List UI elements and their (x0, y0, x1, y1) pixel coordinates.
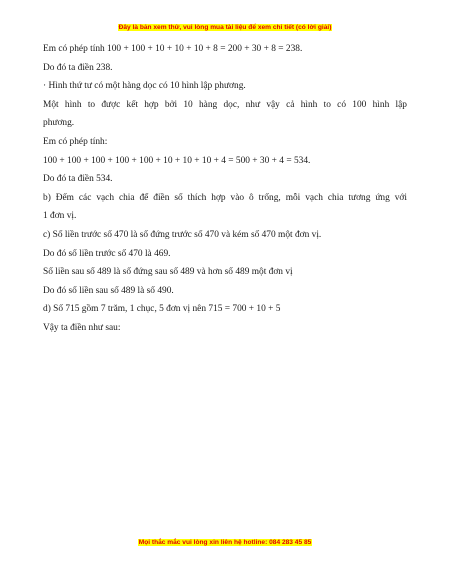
text-line: Số liền sau số 489 là số đứng sau số 489 và hơn số 489 một đơn vị (43, 267, 293, 278)
text-line: d) Số 715 gồm 7 trăm, 1 chục, 5 đơn vị nên 715 = 700 + 10 + 5 (43, 304, 281, 315)
text-line: 100 + 100 + 100 + 100 + 100 + 10 + 10 + 10 + 4 = 500 + 30 + 4 = 534. (43, 155, 311, 166)
text-line: Do đó số liền trước số 470 là 469. (43, 248, 171, 259)
text-line: Do đó số liền sau số 489 là số 490. (43, 285, 174, 296)
hotline-notice-text: Mọi thắc mắc vui lòng xin liên hệ hotline: 084 283 45 85 (138, 539, 312, 546)
hotline-notice-banner (0, 538, 450, 547)
text-line: 1 đơn vị. (43, 211, 77, 222)
text-line: phương. (43, 118, 75, 129)
text-line: Em có phép tính: (43, 136, 108, 147)
text-line: · Hình thứ tư có một hàng dọc có 10 hình lập phương. (43, 81, 246, 92)
text-line: Một hình to được kết hợp bởi 10 hàng dọc, như vậy cả hình to có 100 hình lập (43, 99, 407, 110)
text-line: Em có phép tính 100 + 100 + 10 + 10 + 10 + 8 = 200 + 30 + 8 = 238. (43, 44, 303, 54)
preview-notice-text: Đây là bản xem thử, vui lòng mua tài liệu để xem chi tiết (có lời giải) (118, 24, 332, 31)
text-line: Do đó ta điền 238. (43, 62, 113, 73)
text-line: c) Số liền trước số 470 là số đứng trước số 470 và kém số 470 một đơn vị. (43, 229, 322, 240)
text-line: b) Đếm các vạch chia để điền số thích hợp vào ô trống, mỗi vạch chia tương ứng với (43, 192, 407, 203)
document-body (43, 43, 407, 341)
text-line: Do đó ta điền 534. (43, 174, 113, 185)
text-line: Vậy ta điền như sau: (43, 322, 121, 333)
preview-notice-banner (0, 23, 450, 32)
